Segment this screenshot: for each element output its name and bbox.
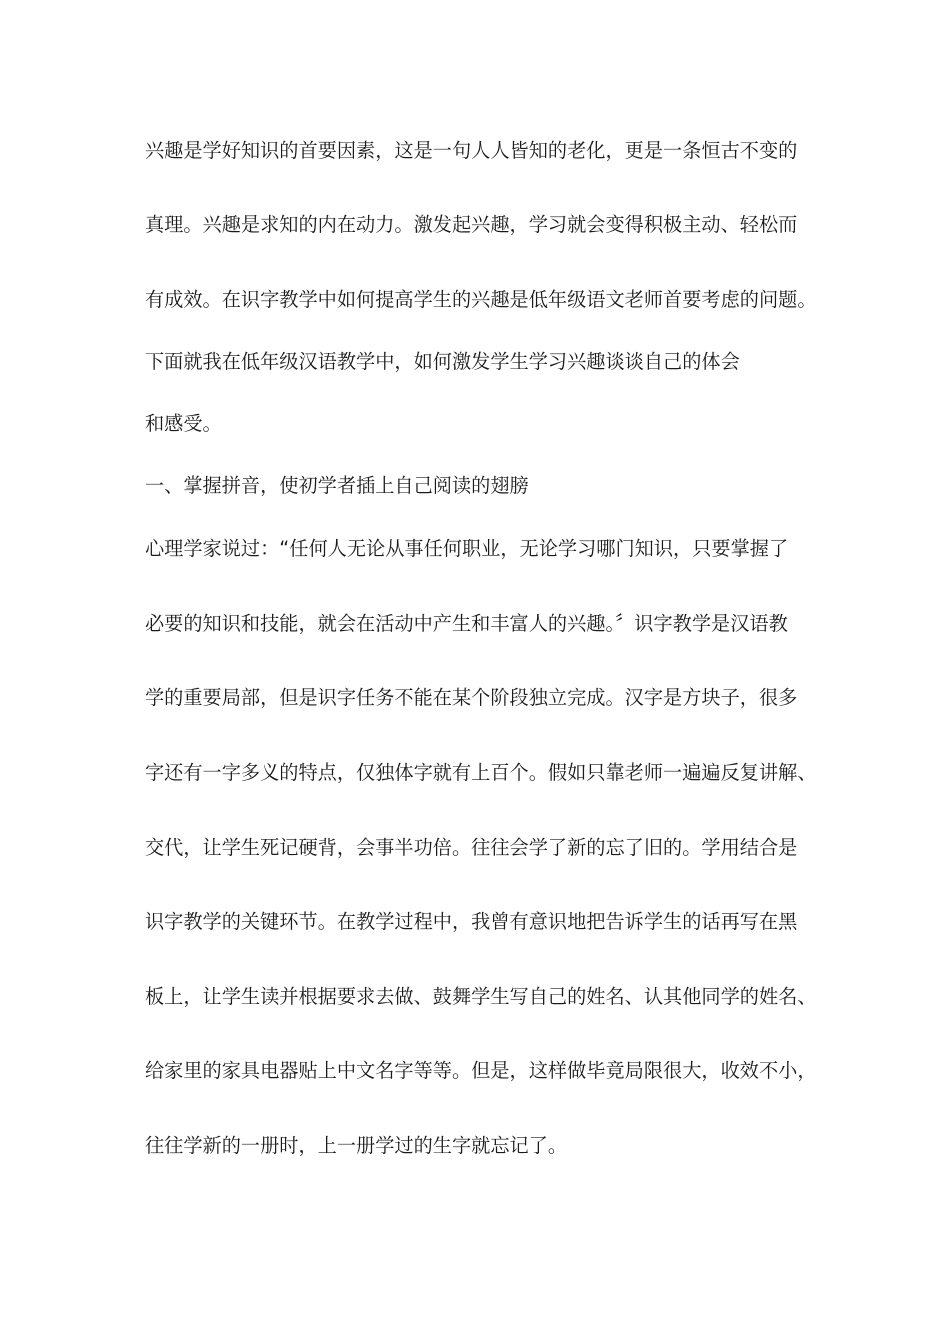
text-line: 下面就我在低年级汉语教学中，如何激发学生学习兴趣谈谈自己的体会: [145, 350, 740, 373]
text-line: 字还有一字多义的特点，仅独体字就有上百个。假如只靠老师一遍遍反复讲解、: [145, 761, 817, 784]
text-line: 学的重要局部，但是识字任务不能在某个阶段独立完成。汉字是方块子，很多: [145, 686, 798, 709]
section-heading: 一、掌握拼音，使初学者插上自己阅读的翅膀: [145, 474, 529, 497]
text-line: 给家里的家具电器贴上中文名字等等。但是，这样做毕竟局限很大，收效不小，: [145, 1059, 817, 1082]
text-line: 往往学新的一册时，上一册学过的生字就忘记了。: [145, 1134, 568, 1157]
text-line: 真理。兴趣是求知的内在动力。激发起兴趣，学习就会变得积极主动、轻松而: [145, 213, 798, 236]
text-line: 识字教学的关键环节。在教学过程中，我曾有意识地把告诉学生的话再写在黑: [145, 910, 798, 933]
text-line: 心理学家说过：“任何人无论从事任何职业，无论学习哪门知识，只要掌握了: [145, 537, 789, 560]
text-line: 兴趣是学好知识的首要因素，这是一句人人皆知的老化，更是一条恒古不变的: [145, 139, 798, 162]
text-line: 板上，让学生读并根据要求去做、鼓舞学生写自己的姓名、认其他同学的姓名、: [145, 985, 817, 1008]
text-line: 和感受。: [145, 412, 222, 435]
text-line: 交代，让学生死记硬背，会事半功倍。往往会学了新的忘了旧的。学用结合是: [145, 836, 798, 859]
text-line: 必要的知识和技能，就会在活动中产生和丰富人的兴趣。〞识字教学是汉语教: [145, 612, 788, 635]
text-line: 有成效。在识字教学中如何提高学生的兴趣是低年级语文老师首要考虑的问题。: [145, 288, 817, 311]
